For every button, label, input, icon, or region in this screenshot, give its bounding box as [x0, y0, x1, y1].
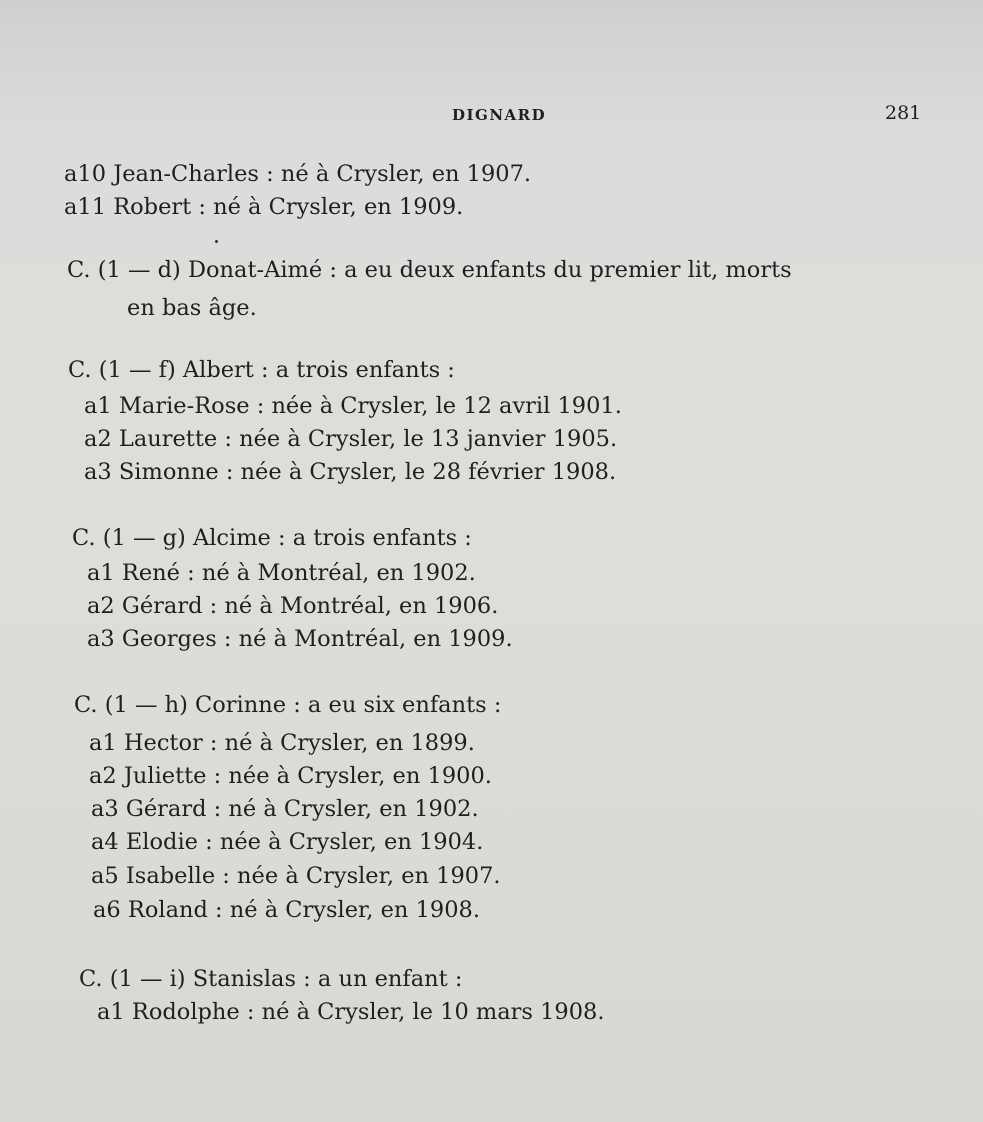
entry-c1i-a1: a1 Rodolphe : né à Crysler, le 10 mars 1908.	[97, 999, 605, 1025]
entry-c1h-a1: a1 Hector : né à Crysler, en 1899.	[89, 730, 475, 756]
entry-c1g-a2: a2 Gérard : né à Montréal, en 1906.	[87, 593, 499, 619]
entry-c1i-heading: C. (1 — i) Stanislas : a un enfant :	[79, 966, 463, 992]
running-header-title: DIGNARD	[452, 106, 547, 124]
entry-c1h-a5: a5 Isabelle : née à Crysler, en 1907.	[91, 863, 501, 889]
entry-c1f-a3: a3 Simonne : née à Crysler, le 28 février 1908.	[84, 459, 617, 485]
entry-c1h-a6: a6 Roland : né à Crysler, en 1908.	[93, 897, 480, 923]
entry-c1h-a4: a4 Elodie : née à Crysler, en 1904.	[91, 829, 484, 855]
entry-c1d-heading: C. (1 — d) Donat-Aimé : a eu deux enfants du premier lit, morts	[67, 257, 792, 283]
entry-c1g-a3: a3 Georges : né à Montréal, en 1909.	[87, 626, 513, 652]
entry-c1h-heading: C. (1 — h) Corinne : a eu six enfants :	[74, 692, 502, 718]
entry-c1f-a1: a1 Marie-Rose : née à Crysler, le 12 avril 1901.	[84, 393, 622, 419]
entry-a10-jean-charles: a10 Jean-Charles : né à Crysler, en 1907.	[64, 161, 532, 187]
print-speck	[215, 240, 218, 243]
entry-a11-robert: a11 Robert : né à Crysler, en 1909.	[64, 194, 464, 220]
entry-c1g-heading: C. (1 — g) Alcime : a trois enfants :	[72, 525, 472, 551]
entry-c1d-continued: en bas âge.	[127, 295, 257, 321]
entry-c1f-heading: C. (1 — f) Albert : a trois enfants :	[68, 357, 455, 383]
page-number: 281	[885, 102, 922, 124]
entry-c1h-a2: a2 Juliette : née à Crysler, en 1900.	[89, 763, 492, 789]
entry-c1h-a3: a3 Gérard : né à Crysler, en 1902.	[91, 796, 479, 822]
entry-c1g-a1: a1 René : né à Montréal, en 1902.	[87, 560, 476, 586]
entry-c1f-a2: a2 Laurette : née à Crysler, le 13 janvier 1905.	[84, 426, 618, 452]
